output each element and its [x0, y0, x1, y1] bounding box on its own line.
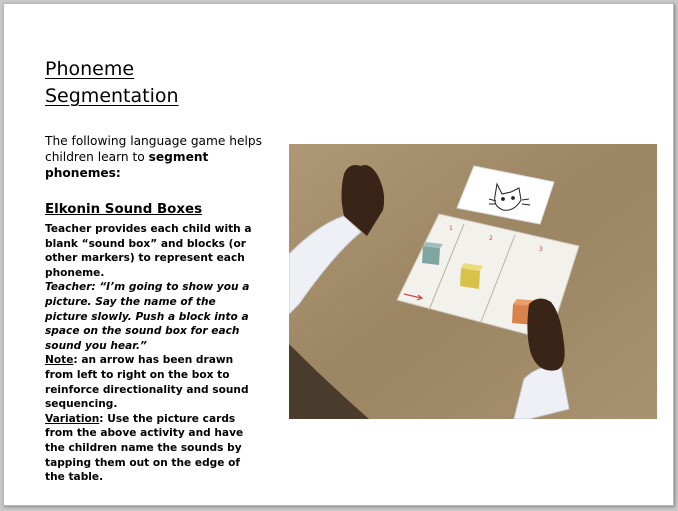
note-label: Note	[45, 354, 74, 367]
elkonin-photo	[289, 144, 657, 419]
paragraph-note	[45, 353, 257, 411]
title-line-2: Segmentation	[45, 85, 179, 107]
variation-text: : Use the picture cards from the above activity and have the children name the sounds by tapping them out on the edge of the table.	[45, 412, 244, 484]
note-text: : an arrow has been drawn from left to right on the box to reinforce directionality and sound sequencing.	[45, 354, 249, 411]
paragraph-teacher-quote	[45, 280, 257, 353]
box-number-3: 3	[539, 246, 543, 253]
paragraph-teacher-provides: Teacher provides each child with a blank “sound box” and blocks (or other markers) to represent each phoneme.	[45, 223, 252, 279]
variation-label: Variation	[45, 412, 100, 425]
title-line-1: Phoneme	[45, 58, 135, 80]
intro-text	[45, 133, 270, 181]
intro-bold: segment phonemes:	[45, 150, 209, 180]
box-number-2: 2	[489, 235, 493, 242]
instructions-body	[45, 222, 257, 485]
intro-plain: The following language game helps children learn to	[45, 134, 262, 164]
paragraph-variation	[45, 412, 257, 485]
box-number-1: 1	[449, 225, 453, 232]
teacher-quote: “I’m going to show you a picture. Say the name of the picture slowly. Push a block into a space on the sound box for each sound you hear.”	[45, 281, 250, 352]
teacher-label: Teacher:	[45, 281, 96, 294]
slide	[3, 3, 674, 506]
section-heading: Elkonin Sound Boxes	[45, 202, 203, 217]
slide-title	[45, 56, 275, 110]
